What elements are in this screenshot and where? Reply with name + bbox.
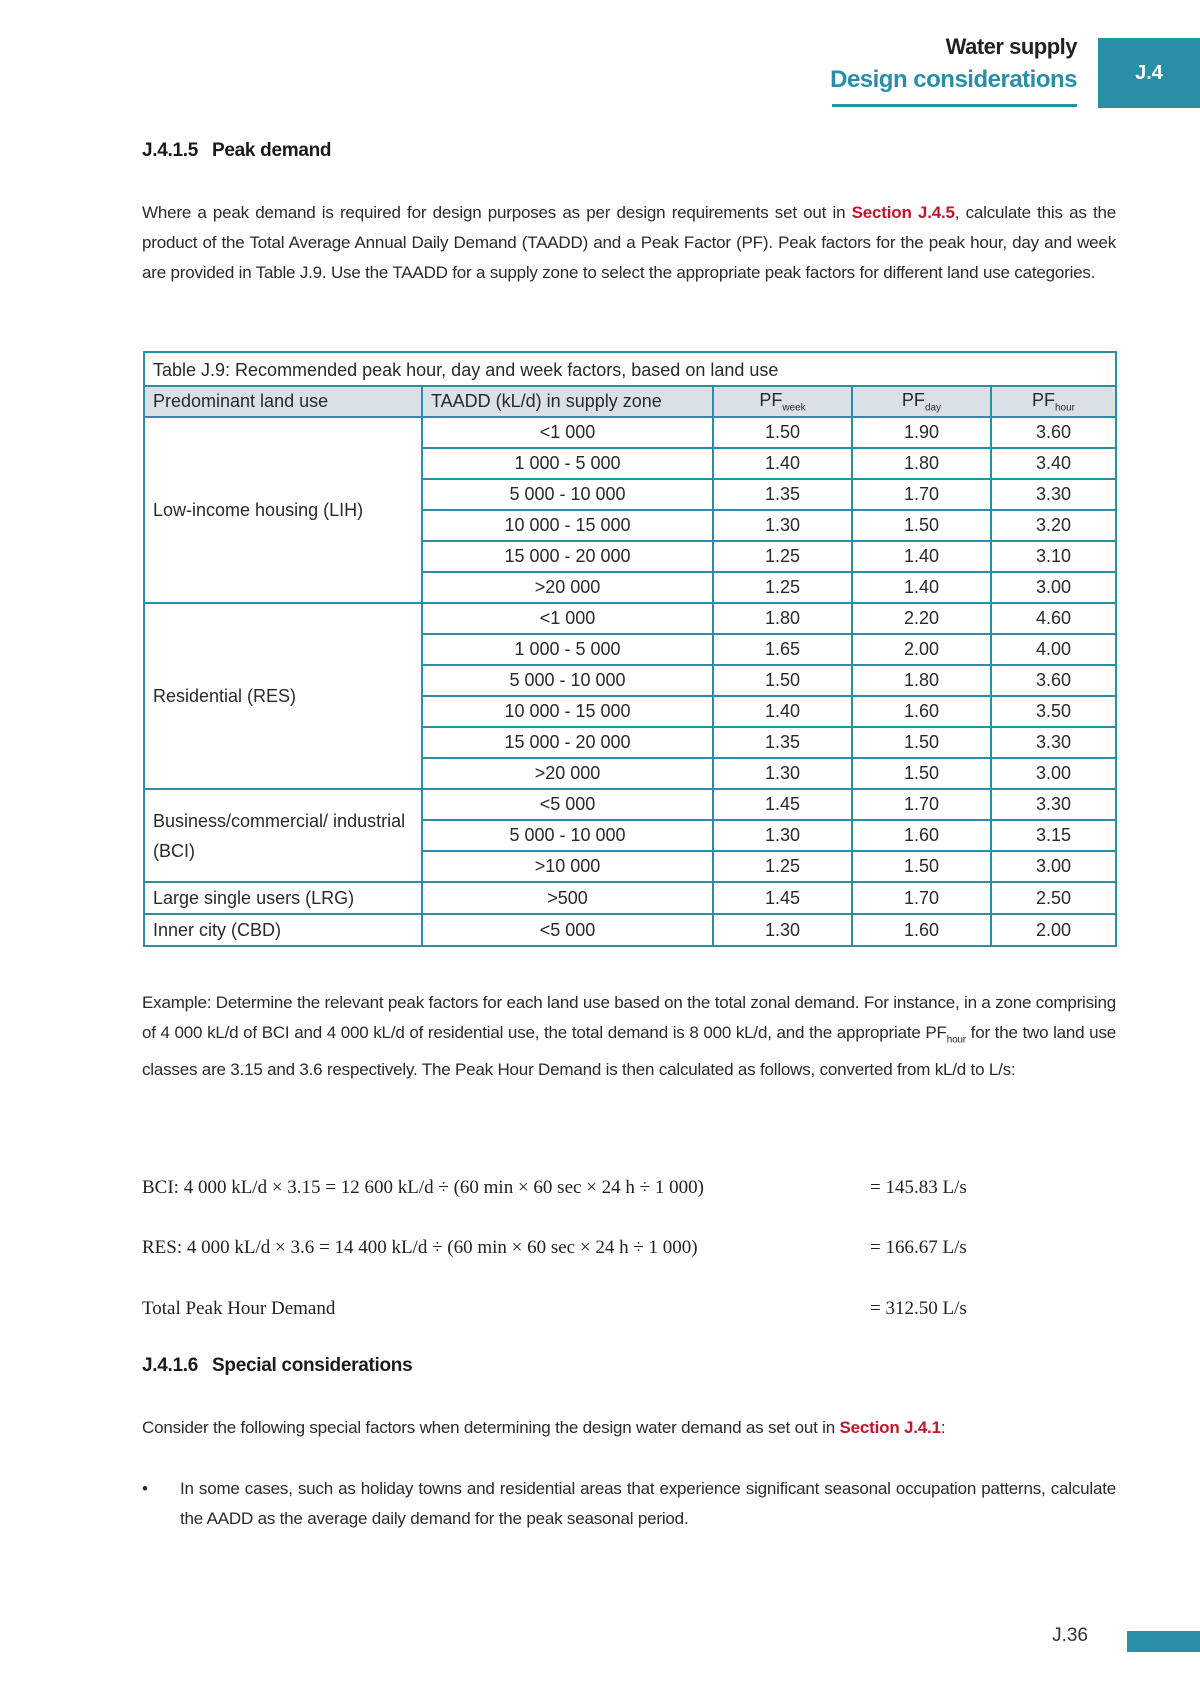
- peak-factor-table: [143, 351, 1117, 947]
- calc-bci-result: = 145.83 L/s: [870, 1177, 967, 1198]
- pf-week-cell: 1.45: [713, 882, 852, 914]
- pf-label: PF: [901, 389, 925, 410]
- taadd-cell: >10 000: [422, 851, 713, 882]
- example-label: Example:: [142, 993, 212, 1012]
- taadd-cell: 5 000 - 10 000: [422, 479, 713, 510]
- pf-day-cell: 1.90: [852, 417, 991, 448]
- pf-day-cell: 1.60: [852, 696, 991, 727]
- para-text: , calculate this as the product of the Total Average Annual Daily Demand (TAADD) and a Peak Factor (PF). Peak factors for the peak hour, day and week are provided in Table J.9. Use the TAADD for a supply zone to select the appropriate peak factors for different land use categories.: [142, 203, 1116, 282]
- col-header-land-use: Predominant land use: [144, 386, 422, 417]
- pf-day-cell: 1.50: [852, 510, 991, 541]
- heading-special-considerations: [142, 1355, 412, 1377]
- pf-week-cell: 1.35: [713, 479, 852, 510]
- land-use-cell: Business/commercial/ industrial (BCI): [144, 789, 422, 882]
- pf-week-cell: 1.50: [713, 417, 852, 448]
- pf-hour-cell: 3.00: [991, 758, 1116, 789]
- taadd-cell: 1 000 - 5 000: [422, 448, 713, 479]
- heading-text: Special considerations: [212, 1355, 413, 1376]
- pf-hour-cell: 2.50: [991, 882, 1116, 914]
- pf-week-cell: 1.40: [713, 448, 852, 479]
- para-text: :: [940, 1418, 946, 1437]
- page-number: J.36: [1052, 1625, 1088, 1646]
- heading-text: Peak demand: [212, 140, 332, 161]
- pf-week-cell: 1.40: [713, 696, 852, 727]
- pf-day-cell: 2.20: [852, 603, 991, 634]
- heading-peak-demand: [142, 140, 331, 162]
- pf-hour-cell: 3.00: [991, 572, 1116, 603]
- pf-day-cell: 1.40: [852, 541, 991, 572]
- example-text: for the two land use classes are 3.15 and 3.6 respectively. The Peak Hour Demand is then calculated as follows, converted from kL/d to L/s:: [142, 1023, 1116, 1080]
- table-caption: Table J.9: Recommended peak hour, day and week factors, based on land use: [144, 352, 1116, 386]
- pf-hour-cell: 2.00: [991, 914, 1116, 946]
- pf-hour-cell: 3.20: [991, 510, 1116, 541]
- table-row: [144, 603, 1116, 634]
- taadd-cell: <5 000: [422, 914, 713, 946]
- section-link[interactable]: Section J.4.5: [851, 203, 955, 222]
- pf-week-cell: 1.35: [713, 727, 852, 758]
- para-text: Where a peak demand is required for design purposes as per design requirements set out in: [142, 203, 852, 222]
- pf-hour-cell: 3.10: [991, 541, 1116, 572]
- example-text: Determine the relevant peak factors for each land use based on the total zonal demand. For instance, in a zone comprising of 4 000 kL/d of BCI and 4 000 kL/d of residential use, the total demand is 8 000 kL/d, and the appropriate PF: [142, 993, 1116, 1042]
- bullet-item: [142, 1474, 1116, 1534]
- taadd-cell: <1 000: [422, 603, 713, 634]
- pf-day-cell: 1.40: [852, 572, 991, 603]
- pf-hour-cell: 3.15: [991, 820, 1116, 851]
- taadd-cell: 15 000 - 20 000: [422, 727, 713, 758]
- pf-label: PF: [1031, 389, 1055, 410]
- table-row: [144, 914, 1116, 946]
- pf-day-cell: 1.80: [852, 448, 991, 479]
- pf-subscript: day: [924, 402, 942, 414]
- pf-subscript: hour: [1055, 402, 1076, 414]
- col-header-pf-hour: [991, 386, 1116, 417]
- pf-week-cell: 1.65: [713, 634, 852, 665]
- taadd-cell: <1 000: [422, 417, 713, 448]
- special-intro-paragraph: [142, 1413, 1116, 1443]
- pf-day-cell: 1.80: [852, 665, 991, 696]
- pf-week-cell: 1.30: [713, 510, 852, 541]
- pf-hour-cell: 3.40: [991, 448, 1116, 479]
- calc-total-result: = 312.50 L/s: [870, 1298, 967, 1319]
- land-use-cell: Low-income housing (LIH): [144, 417, 422, 603]
- pf-subscript: week: [782, 402, 806, 414]
- table-row: [144, 789, 1116, 820]
- pf-week-cell: 1.45: [713, 789, 852, 820]
- pf-hour-cell: 3.50: [991, 696, 1116, 727]
- taadd-cell: 1 000 - 5 000: [422, 634, 713, 665]
- pf-hour-cell: 3.60: [991, 417, 1116, 448]
- pf-week-cell: 1.25: [713, 541, 852, 572]
- taadd-cell: 10 000 - 15 000: [422, 696, 713, 727]
- calc-res: RES: 4 000 kL/d × 3.6 = 14 400 kL/d ÷ (60 min × 60 sec × 24 h ÷ 1 000): [142, 1237, 698, 1258]
- calc-total: Total Peak Hour Demand: [142, 1298, 336, 1319]
- land-use-cell: Large single users (LRG): [144, 882, 422, 914]
- pf-week-cell: 1.25: [713, 851, 852, 882]
- land-use-cell: Residential (RES): [144, 603, 422, 789]
- bullet-icon: •: [142, 1479, 148, 1498]
- pf-week-cell: 1.50: [713, 665, 852, 696]
- pf-week-cell: 1.80: [713, 603, 852, 634]
- peak-demand-paragraph: [142, 198, 1116, 288]
- taadd-cell: 15 000 - 20 000: [422, 541, 713, 572]
- pf-week-cell: 1.25: [713, 572, 852, 603]
- col-header-pf-week: [713, 386, 852, 417]
- taadd-cell: 10 000 - 15 000: [422, 510, 713, 541]
- pf-day-cell: 1.50: [852, 758, 991, 789]
- taadd-cell: >500: [422, 882, 713, 914]
- calc-res-result: = 166.67 L/s: [870, 1237, 967, 1258]
- col-header-pf-day: [852, 386, 991, 417]
- calc-bci: BCI: 4 000 kL/d × 3.15 = 12 600 kL/d ÷ (60 min × 60 sec × 24 h ÷ 1 000): [142, 1177, 704, 1198]
- taadd-cell: 5 000 - 10 000: [422, 665, 713, 696]
- chapter-tab: J.4: [1098, 38, 1200, 108]
- chapter-title: Water supply: [945, 34, 1077, 59]
- pf-day-cell: 1.60: [852, 914, 991, 946]
- pf-day-cell: 1.70: [852, 479, 991, 510]
- pf-day-cell: 2.00: [852, 634, 991, 665]
- pf-day-cell: 1.50: [852, 727, 991, 758]
- table-row: [144, 417, 1116, 448]
- section-link[interactable]: Section J.4.1: [839, 1418, 941, 1437]
- taadd-cell: >20 000: [422, 572, 713, 603]
- heading-number: J.4.1.6: [142, 1355, 199, 1376]
- pf-week-cell: 1.30: [713, 820, 852, 851]
- example-subscript: hour: [946, 1034, 966, 1046]
- bullet-text: In some cases, such as holiday towns and residential areas that experience significant seasonal occupation patterns, calculate the AADD as the average daily demand for the peak seasonal period.: [180, 1479, 1116, 1528]
- pf-hour-cell: 3.60: [991, 665, 1116, 696]
- pf-hour-cell: 4.60: [991, 603, 1116, 634]
- heading-number: J.4.1.5: [142, 140, 199, 161]
- page-number-bar: [1127, 1631, 1200, 1652]
- pf-day-cell: 1.70: [852, 882, 991, 914]
- pf-hour-cell: 3.30: [991, 727, 1116, 758]
- pf-week-cell: 1.30: [713, 914, 852, 946]
- table-row: [144, 882, 1116, 914]
- pf-hour-cell: 3.00: [991, 851, 1116, 882]
- pf-day-cell: 1.70: [852, 789, 991, 820]
- pf-hour-cell: 3.30: [991, 479, 1116, 510]
- pf-label: PF: [759, 389, 783, 410]
- section-title: Design considerations: [830, 66, 1077, 93]
- pf-week-cell: 1.30: [713, 758, 852, 789]
- para-text: Consider the following special factors when determining the design water demand as set out in: [142, 1418, 840, 1437]
- col-header-taadd: TAADD (kL/d) in supply zone: [422, 386, 713, 417]
- pf-day-cell: 1.50: [852, 851, 991, 882]
- land-use-cell: Inner city (CBD): [144, 914, 422, 946]
- taadd-cell: >20 000: [422, 758, 713, 789]
- header-underline: [832, 104, 1077, 107]
- example-paragraph: [142, 988, 1116, 1085]
- taadd-cell: 5 000 - 10 000: [422, 820, 713, 851]
- taadd-cell: <5 000: [422, 789, 713, 820]
- pf-day-cell: 1.60: [852, 820, 991, 851]
- pf-hour-cell: 4.00: [991, 634, 1116, 665]
- pf-hour-cell: 3.30: [991, 789, 1116, 820]
